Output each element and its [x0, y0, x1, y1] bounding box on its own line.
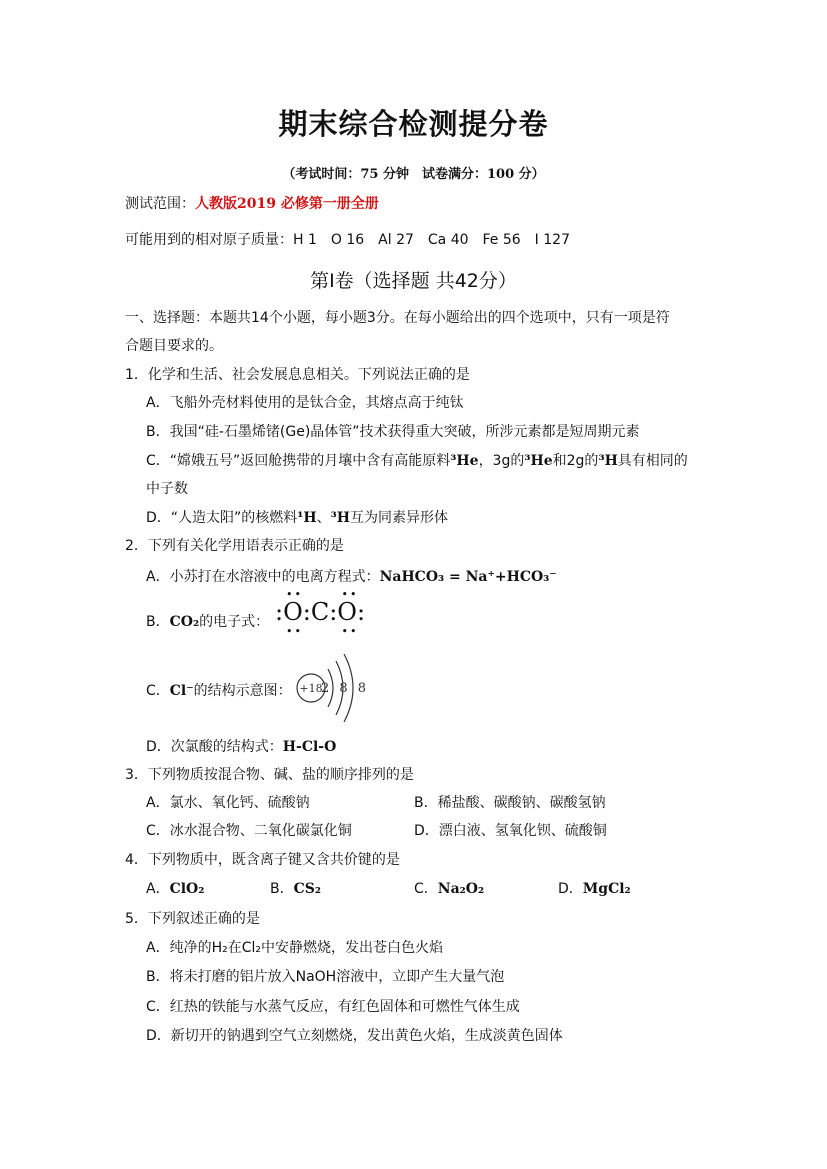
q4-d-label: D． [558, 881, 583, 897]
q1-option-c-cont: 中子数 [146, 481, 188, 497]
q4-c-formula: Na₂O₂ [437, 881, 485, 897]
q2-b-formula: CO₂ [169, 614, 200, 630]
exam-subtitle: （考试时间：75 分钟 试卷满分：100 分） [282, 167, 545, 182]
q1-c-he3-a: ³He [450, 453, 479, 469]
q2-option-d [146, 736, 336, 756]
nucleus-charge: +18 [299, 682, 323, 695]
instructions-line-2: 合题目要求的。 [125, 338, 223, 354]
q4-a-label: A． [146, 881, 170, 897]
q2-c-tail: 的结构示意图： [193, 683, 292, 699]
q4-option-c [414, 878, 484, 898]
q2-c-label: C． [146, 683, 170, 699]
q4-a-formula: ClO₂ [169, 881, 205, 897]
q4-option-d [558, 878, 631, 898]
q1-c-part2: ，3g的 [478, 453, 525, 469]
q1-d-h1: ¹H [297, 510, 317, 526]
range-value: 人教版2019 必修第一册全册 [195, 196, 379, 212]
q4-b-label: B． [270, 881, 294, 897]
shell-electrons: 2 8 8 [320, 681, 370, 696]
q2-option-a [146, 566, 557, 586]
exam-title: 期末综合检测提分卷 [278, 107, 549, 141]
q2-a-equation: NaHCO₃ = Na⁺+HCO₃⁻ [379, 569, 557, 585]
q1-stem: 1．化学和生活、社会发展息息相关。下列说法正确的是 [125, 367, 470, 383]
q1-c-part1: C．“嫦娥五号”返回舱携带的月壤中含有高能原料 [146, 453, 451, 469]
q3-option-b: B．稀盐酸、碳酸钠、碳酸氢钠 [414, 795, 606, 811]
q4-option-a [146, 878, 204, 898]
q1-option-b: B．我国“硅-石墨烯锗(Ge)晶体管”技术获得重大突破，所涉元素都是短周期元素 [146, 424, 640, 440]
q5-option-c: C．红热的铁能与水蒸气反应，有红色固体和可燃性气体生成 [146, 999, 520, 1015]
q2-c-formula: Cl⁻ [169, 683, 194, 699]
q5-option-a: A．纯净的H₂在Cl₂中安静燃烧，发出苍白色火焰 [146, 940, 443, 956]
q1-c-part4: 具有相同的 [617, 453, 688, 469]
q2-d-formula: H-Cl-O [282, 739, 337, 755]
cl-ion-structure-diagram [290, 651, 370, 727]
instructions-line-1: 一、选择题：本题共14个小题，每小题3分。在每小题给出的四个选项中，只有一项是符 [125, 310, 670, 326]
q1-c-part3: 和2g的 [552, 453, 599, 469]
q4-b-formula: CS₂ [293, 881, 321, 897]
q1-c-he3-b: ³He [524, 453, 553, 469]
q1-d-part3: 互为同素异形体 [350, 510, 449, 526]
q5-option-b: B．将未打磨的铝片放入NaOH溶液中，立即产生大量气泡 [146, 969, 505, 985]
q2-b-tail: 的电子式： [199, 614, 270, 630]
q1-d-part1: D．“人造太阳”的核燃料 [146, 510, 298, 526]
q5-stem: 5．下列叙述正确的是 [125, 911, 260, 927]
q1-option-d [146, 507, 448, 527]
co2-top-dots: •• •• [286, 588, 359, 601]
q1-option-c [146, 450, 688, 470]
co2-electron-formula [275, 598, 365, 626]
co2-dots-text: :O:C:O: [275, 598, 366, 626]
co2-bottom-dots: •• •• [286, 625, 359, 638]
q2-option-b [146, 611, 269, 631]
q2-b-label: B． [146, 614, 170, 630]
q2-a-label: A．小苏打在水溶液中的电离方程式： [146, 569, 380, 585]
range-label: 测试范围： [125, 196, 195, 212]
q4-d-formula: MgCl₂ [582, 881, 631, 897]
atomic-mass-line: 可能用到的相对原子质量：H 1 O 16 Al 27 Ca 40 Fe 56 I 127 [125, 232, 570, 248]
q2-stem: 2．下列有关化学用语表示正确的是 [125, 538, 344, 554]
q1-d-h3: ³H [330, 510, 351, 526]
q2-d-label: D．次氯酸的结构式： [146, 739, 283, 755]
q4-c-label: C． [414, 881, 438, 897]
section-title: 第Ⅰ卷（选择题 共42分） [310, 270, 517, 292]
q1-option-a: A．飞船外壳材料使用的是钛合金，其熔点高于纯钛 [146, 395, 464, 411]
q1-c-h3: ³H [598, 453, 618, 469]
q3-option-a: A．氯水、氧化钙、硫酸钠 [146, 795, 310, 811]
test-range [125, 193, 379, 213]
q4-stem: 4．下列物质中，既含离子键又含共价键的是 [125, 852, 400, 868]
q3-option-c: C．冰水混合物、二氧化碳氯化铜 [146, 823, 352, 839]
q2-option-c [146, 680, 292, 700]
q5-option-d: D．新切开的钠遇到空气立刻燃烧，发出黄色火焰，生成淡黄色固体 [146, 1028, 563, 1044]
q4-option-b [270, 878, 321, 898]
q1-d-part2: 、 [316, 510, 331, 526]
q3-stem: 3．下列物质按混合物、碱、盐的顺序排列的是 [125, 767, 414, 783]
q3-option-d: D．漂白液、氢氧化钡、硫酸铜 [414, 823, 607, 839]
